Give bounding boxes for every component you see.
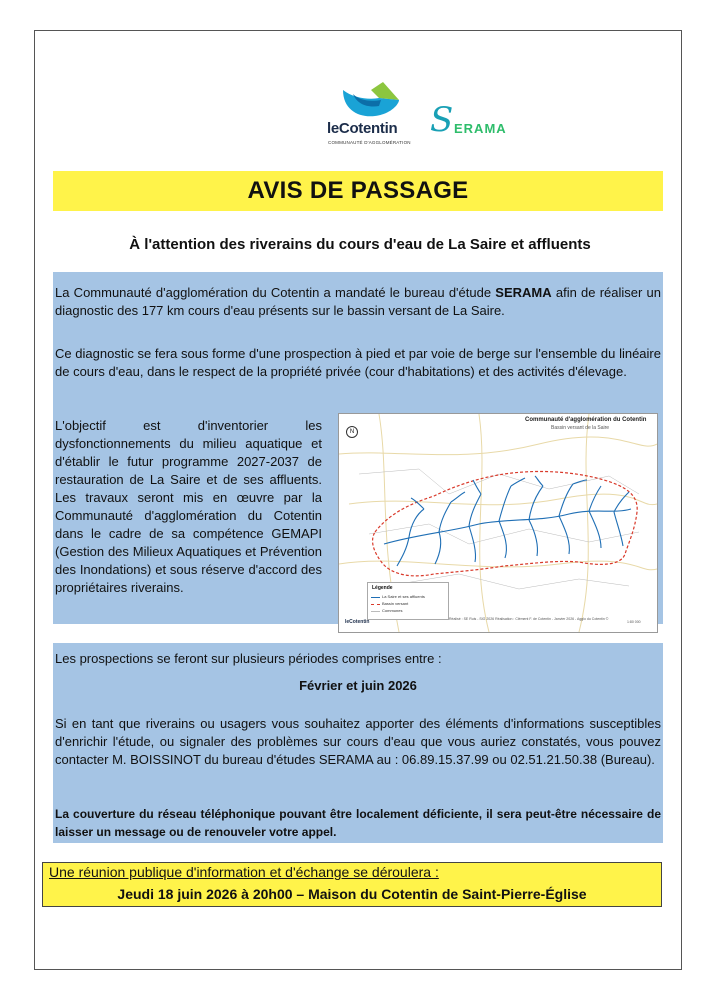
river-network <box>384 476 631 566</box>
contact-paragraph: Si en tant que riverains ou usagers vous souhaitez apporter des éléments d'informations susceptibles d'enrichir l'étude, ou signaler des problèmes sur cours d'eau que vous auriez constatés, vous pouvez contacter M. BOISSINOT du bureau d'études SERAMA au : 06.89.15.37.99 ou 02.51.21.50.38 (Bureau). <box>55 716 661 767</box>
serama-logo-text: ERAMA <box>454 121 507 136</box>
north-arrow-icon: N <box>346 426 358 438</box>
title-banner <box>53 171 663 211</box>
meeting-details: Jeudi 18 juin 2026 à 20h00 – Maison du Cotentin de Saint-Pierre-Église <box>117 886 587 902</box>
map-title: Communauté d'agglomération du Cotentin <box>525 417 647 423</box>
map-scale: 1:80 000 <box>627 620 641 624</box>
page-title: AVIS DE PASSAGE <box>247 177 469 204</box>
cotentin-logo-subtitle: COMMUNAUTÉ D'AGGLOMÉRATION <box>328 140 411 145</box>
network-warning: La couverture du réseau téléphonique pouvant être localement déficiente, il sera peut-être nécessaire de laisser un message ou de renouveler votre appel. <box>55 807 661 839</box>
page-subtitle: À l'attention des riverains du cours d'eau de La Saire et affluents <box>129 236 591 253</box>
meeting-announcement: Une réunion publique d'information et d'échange se déroulera : <box>49 864 439 880</box>
period-dates: Février et juin 2026 <box>299 678 417 693</box>
cotentin-logo-mark <box>339 60 403 118</box>
serama-highlight: SERAMA <box>495 285 552 300</box>
map-legend <box>367 582 449 620</box>
serama-logo <box>430 100 530 144</box>
map-credit-logo: leCotentin <box>345 619 370 625</box>
intro-text-start: La Communauté d'agglomération du Cotentin a mandaté le bureau d'étude <box>55 285 496 300</box>
legend-item-communes: Communes <box>382 608 403 613</box>
intro-text-end: afin de réaliser un diagnostic des 177 km cours d'eau présents sur le bassin versant de La Saire. <box>55 285 662 318</box>
basin-map <box>338 413 658 633</box>
diagnostic-paragraph: Ce diagnostic se fera sous forme d'une prospection à pied et par voie de berge sur l'ensemble du linéaire de cours d'eau, dans le respect de la propriété privée (cour d'habitations) et des activités d'élevage. <box>55 346 661 379</box>
legend-item-river: La Saire et ses affluents <box>382 594 425 599</box>
legend-commune-swatch <box>371 611 380 612</box>
objective-paragraph: L'objectif est d'inventorier les dysfonctionnements du milieu aquatique et d'établir le futur programme 2027-2037 de restauration de La Saire et de ses affluents. Les travaux seront mis en œuvre par la Communauté d'agglomération du Cotentin dans le cadre de sa compétence GEMAPI (Gestion des Milieux Aquatiques et Prévention des Inondations) et sous réserve d'accord des propriétaires riverains. <box>55 418 322 595</box>
legend-item-basin: Bassin versant <box>382 601 409 606</box>
cotentin-logo <box>327 60 411 152</box>
cotentin-logo-name: leCotentin <box>327 120 398 137</box>
serama-logo-initial: S <box>430 100 454 140</box>
meeting-box <box>42 862 662 907</box>
period-intro: Les prospections se feront sur plusieurs périodes comprises entre : <box>55 651 442 666</box>
map-subtitle: Bassin versant de la Saire <box>551 425 610 431</box>
legend-basin-swatch <box>371 604 380 605</box>
map-source: Réalisé : SE Ruis - SIG 2026 Réalisation : Clément F. de Cotentin - Janvier 2026 - Agglo du Cotentin © <box>449 617 609 621</box>
legend-title: Légende <box>372 585 393 591</box>
legend-river-swatch <box>371 597 380 598</box>
intro-paragraph <box>55 284 661 320</box>
